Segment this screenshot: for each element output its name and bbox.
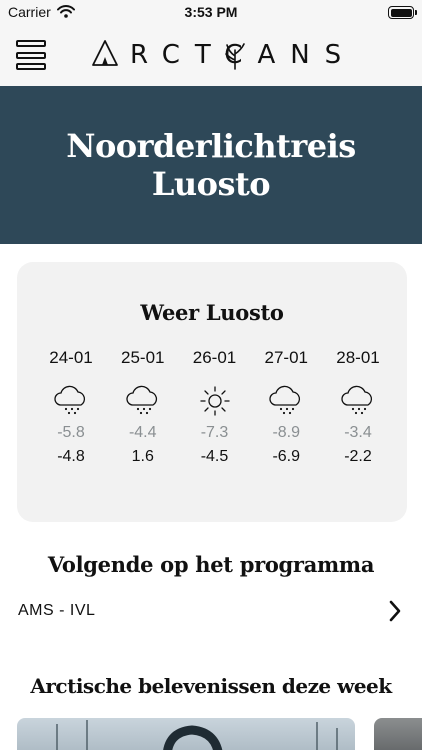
forecast-day (252, 348, 320, 470)
weather-forecast (37, 348, 392, 470)
forecast-max: 1.6 (131, 448, 154, 465)
snow-cloud-icon (51, 384, 91, 418)
forecast-date: 25-01 (121, 348, 165, 367)
forecast-min: -5.8 (57, 424, 85, 441)
clock: 3:53 PM (184, 4, 238, 20)
menu-icon[interactable] (16, 40, 46, 70)
forecast-max: -4.8 (57, 448, 85, 465)
program-item[interactable] (0, 594, 422, 630)
program-route: AMS - IVL (18, 602, 96, 619)
experience-card[interactable] (17, 718, 355, 750)
weather-card (17, 262, 407, 522)
forecast-min: -4.4 (128, 424, 157, 441)
forecast-max: -2.2 (344, 448, 372, 465)
battery-icon (388, 6, 414, 19)
chevron-right-icon[interactable] (388, 600, 402, 627)
page-title: Noorderlichtreis Luosto (66, 127, 356, 203)
hero-banner (0, 86, 422, 244)
forecast-date: 27-01 (264, 348, 308, 367)
weather-title: Weer Luosto (140, 300, 284, 325)
forecast-min: -7.3 (200, 424, 229, 441)
app-header (0, 24, 422, 86)
forecast-date: 24-01 (49, 348, 93, 367)
forecast-max: -6.9 (272, 448, 301, 465)
carrier-label: Carrier (8, 4, 51, 20)
program-section-title: Volgende op het programma (47, 552, 375, 577)
snow-cloud-icon (266, 384, 306, 418)
tent-logo-icon (90, 38, 120, 73)
sun-icon (195, 384, 235, 418)
forecast-day (109, 348, 177, 470)
forecast-date: 26-01 (192, 348, 237, 367)
forecast-day (37, 348, 105, 470)
status-bar (0, 0, 422, 24)
forecast-day (324, 348, 392, 470)
experience-image (17, 718, 355, 750)
experience-card[interactable] (374, 718, 422, 750)
forecast-day (181, 348, 249, 470)
antler-logo-icon (222, 42, 248, 75)
snow-cloud-icon (123, 384, 163, 418)
snow-cloud-icon (338, 384, 378, 418)
experiences-carousel[interactable] (17, 718, 422, 750)
forecast-min: -8.9 (272, 424, 301, 441)
logo-text: RCTCANS (130, 40, 357, 70)
forecast-date: 28-01 (336, 348, 380, 367)
forecast-max: -4.5 (200, 448, 229, 465)
forecast-min: -3.4 (344, 424, 372, 441)
experiences-section-title: Arctische belevenissen deze week (30, 674, 392, 698)
